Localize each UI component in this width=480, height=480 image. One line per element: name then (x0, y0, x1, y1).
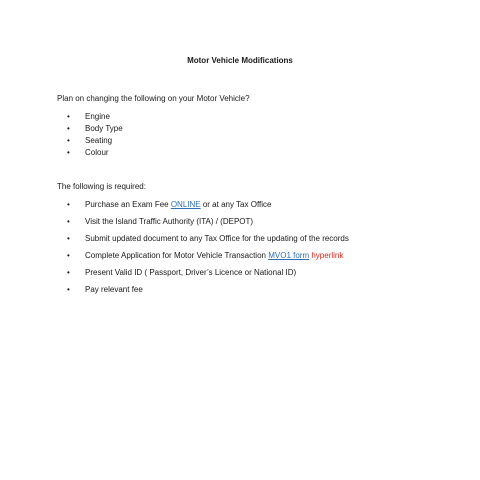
requirements-intro: The following is required: (57, 182, 146, 191)
change-body-type: Body Type (85, 124, 123, 133)
document-title: Motor Vehicle Modifications (187, 56, 293, 65)
bullet-icon: • (67, 285, 70, 294)
requirement-pay-fee: Pay relevant fee (85, 285, 143, 294)
bullet-icon: • (67, 124, 70, 133)
changes-intro: Plan on changing the following on your Motor Vehicle? (57, 94, 250, 103)
list-item (0, 200, 349, 217)
bullet-icon: • (67, 200, 70, 209)
requirement-exam-fee-text: Purchase an Exam Fee (85, 200, 171, 209)
requirement-exam-fee-suffix: or at any Tax Office (200, 200, 272, 209)
change-engine: Engine (85, 112, 110, 121)
bullet-icon: • (67, 251, 70, 260)
requirement-application-text: Complete Application for Motor Vehicle Transaction (85, 251, 269, 260)
changes-list (0, 112, 123, 160)
mvo1-form-link[interactable]: MVO1 form (268, 251, 310, 260)
change-seating: Seating (85, 136, 113, 145)
list-item (0, 268, 349, 285)
bullet-icon: • (67, 234, 70, 243)
change-colour: Colour (85, 148, 109, 157)
list-item (0, 234, 349, 251)
requirement-valid-id: Present Valid ID ( Passport, Driver’s Licence or National ID) (85, 268, 297, 277)
requirement-visit-ita: Visit the Island Traffic Authority (ITA) / (DEPOT) (85, 217, 254, 226)
requirement-submit-document: Submit updated document to any Tax Office for the updating of the records (85, 234, 349, 243)
online-link[interactable]: ONLINE (170, 200, 201, 209)
list-item (0, 217, 349, 234)
hyperlink-note: hyperlink (311, 251, 344, 260)
list-item (0, 148, 123, 160)
bullet-icon: • (67, 148, 70, 157)
bullet-icon: • (67, 136, 70, 145)
list-item (0, 136, 123, 148)
list-item (0, 124, 123, 136)
list-item (0, 285, 349, 302)
bullet-icon: • (67, 217, 70, 226)
bullet-icon: • (67, 112, 70, 121)
bullet-icon: • (67, 268, 70, 277)
list-item (0, 251, 349, 268)
requirements-list (0, 200, 349, 302)
list-item (0, 112, 123, 124)
